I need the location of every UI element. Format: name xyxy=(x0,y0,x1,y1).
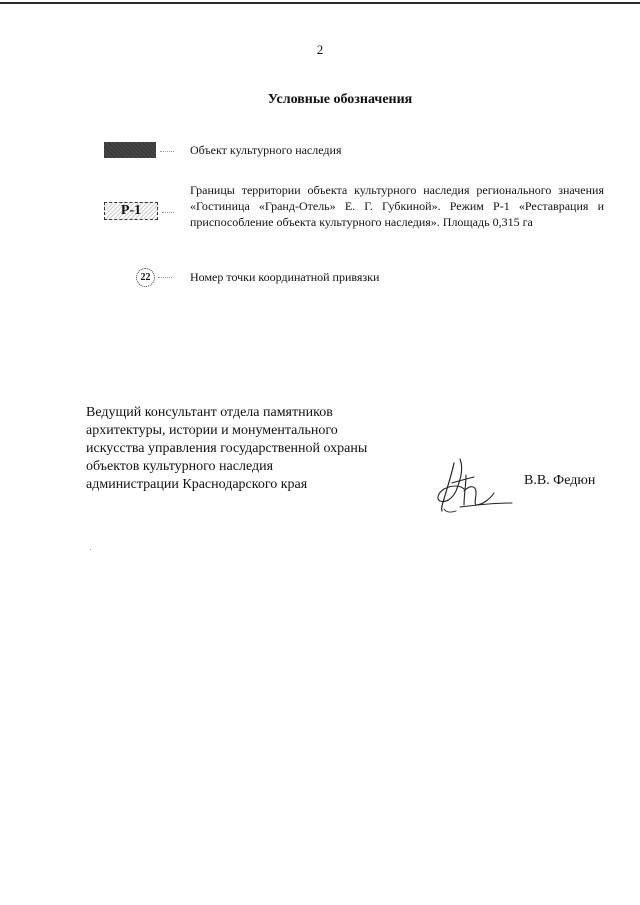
position-line: Ведущий консультант отдела памятников xyxy=(86,405,333,420)
heritage-object-symbol xyxy=(104,142,156,158)
position-line: архитектуры, истории и монументального xyxy=(86,423,338,438)
legend-item-label: Объект культурного наследия xyxy=(190,143,342,157)
leader-line xyxy=(162,212,174,213)
page-number: 2 xyxy=(316,42,324,57)
signatory-position xyxy=(86,404,416,494)
legend-item-label: Номер точки координатной привязки xyxy=(190,270,380,284)
top-border-line xyxy=(0,2,640,4)
position-line: искусства управления государственной охраны xyxy=(86,441,368,456)
regime-code-label: Р-1 xyxy=(120,203,142,218)
point-number-label: 22 xyxy=(140,272,151,283)
scan-speck xyxy=(90,549,91,550)
position-line: администрации Краснодарского края xyxy=(86,477,308,492)
legend-item-label: Границы территории объекта культурного наследия регионального значения «Гостиница «Гранд-Отель» Е. Г. Губкиной». Режим Р-1 «Реставрация и приспособление объекта культурного наследия». Площадь 0,315 га xyxy=(190,183,604,229)
leader-line xyxy=(158,277,172,278)
coordinate-point-symbol xyxy=(136,268,155,287)
territory-boundary-symbol xyxy=(104,202,158,220)
position-line: объектов культурного наследия xyxy=(86,459,274,474)
legend-title: Условные обозначения xyxy=(267,92,413,107)
leader-line xyxy=(160,151,174,152)
signatory-name: В.В. Федюн xyxy=(524,473,596,488)
handwritten-signature xyxy=(430,455,516,515)
